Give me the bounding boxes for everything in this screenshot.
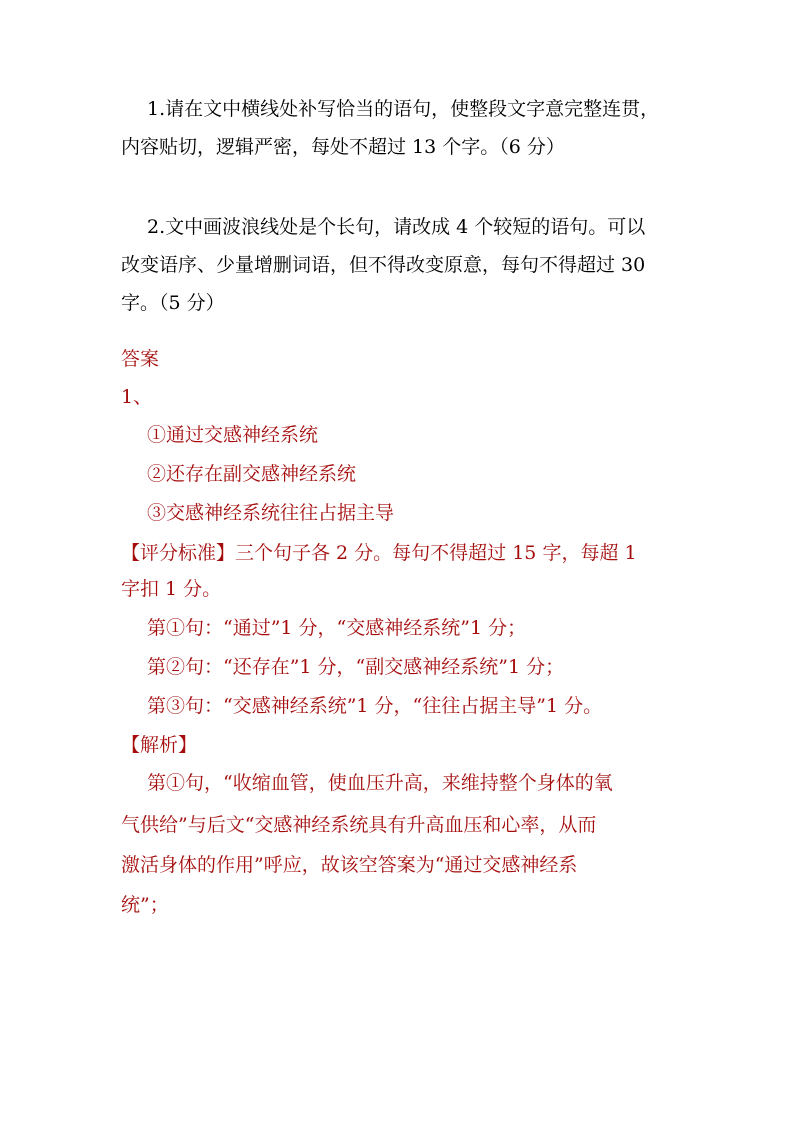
question-1-line-2: 内容贴切，逻辑严密，每处不超过 13 个字。（6 分） xyxy=(121,136,565,158)
analysis-line-3: 激活身体的作用”呼应，故该空答案为“通过交感神经系 xyxy=(121,854,578,876)
question-2-line-3: 字。（5 分） xyxy=(121,292,225,314)
analysis-label: 【解析】 xyxy=(121,734,198,756)
scoring-standard-label: 【评分标准】 xyxy=(121,542,236,564)
scoring-standard-line-2: 字扣 1 分。 xyxy=(121,578,222,600)
scoring-rule-2: 第②句：“还存在”1 分，“副交感神经系统”1 分； xyxy=(147,656,565,678)
scoring-rule-1: 第①句：“通过”1 分，“交感神经系统”1 分； xyxy=(147,617,527,639)
scoring-standard-text: 三个句子各 2 分。每句不得超过 15 字，每超 1 xyxy=(235,542,637,564)
analysis-line-1: 第①句，“收缩血管，使血压升高，来维持整个身体的氧 xyxy=(147,772,613,794)
analysis-line-2: 气供给”与后文“交感神经系统具有升高血压和心率，从而 xyxy=(121,814,597,836)
answer-option-2: ②还存在副交感神经系统 xyxy=(147,463,357,485)
question-2-line-2: 改变语序、少量增删词语，但不得改变原意，每句不得超过 30 xyxy=(121,254,646,276)
scoring-rule-3: 第③句：“交感神经系统”1 分，“往往占据主导”1 分。 xyxy=(147,695,603,717)
answer-option-3: ③交感神经系统往往占据主导 xyxy=(147,502,395,524)
question-1-line-1: 1.请在文中横线处补写恰当的语句，使整段文字意完整连贯， xyxy=(147,98,660,120)
question-2-line-1: 2.文中画波浪线处是个长句，请改成 4 个较短的语句。可以 xyxy=(147,216,646,238)
answer-number: 1、 xyxy=(121,386,153,408)
analysis-line-4: 统”； xyxy=(121,894,169,916)
answer-option-1: ①通过交感神经系统 xyxy=(147,424,319,446)
answer-title: 答案 xyxy=(121,348,160,370)
scoring-standard-line-1 xyxy=(121,534,681,572)
